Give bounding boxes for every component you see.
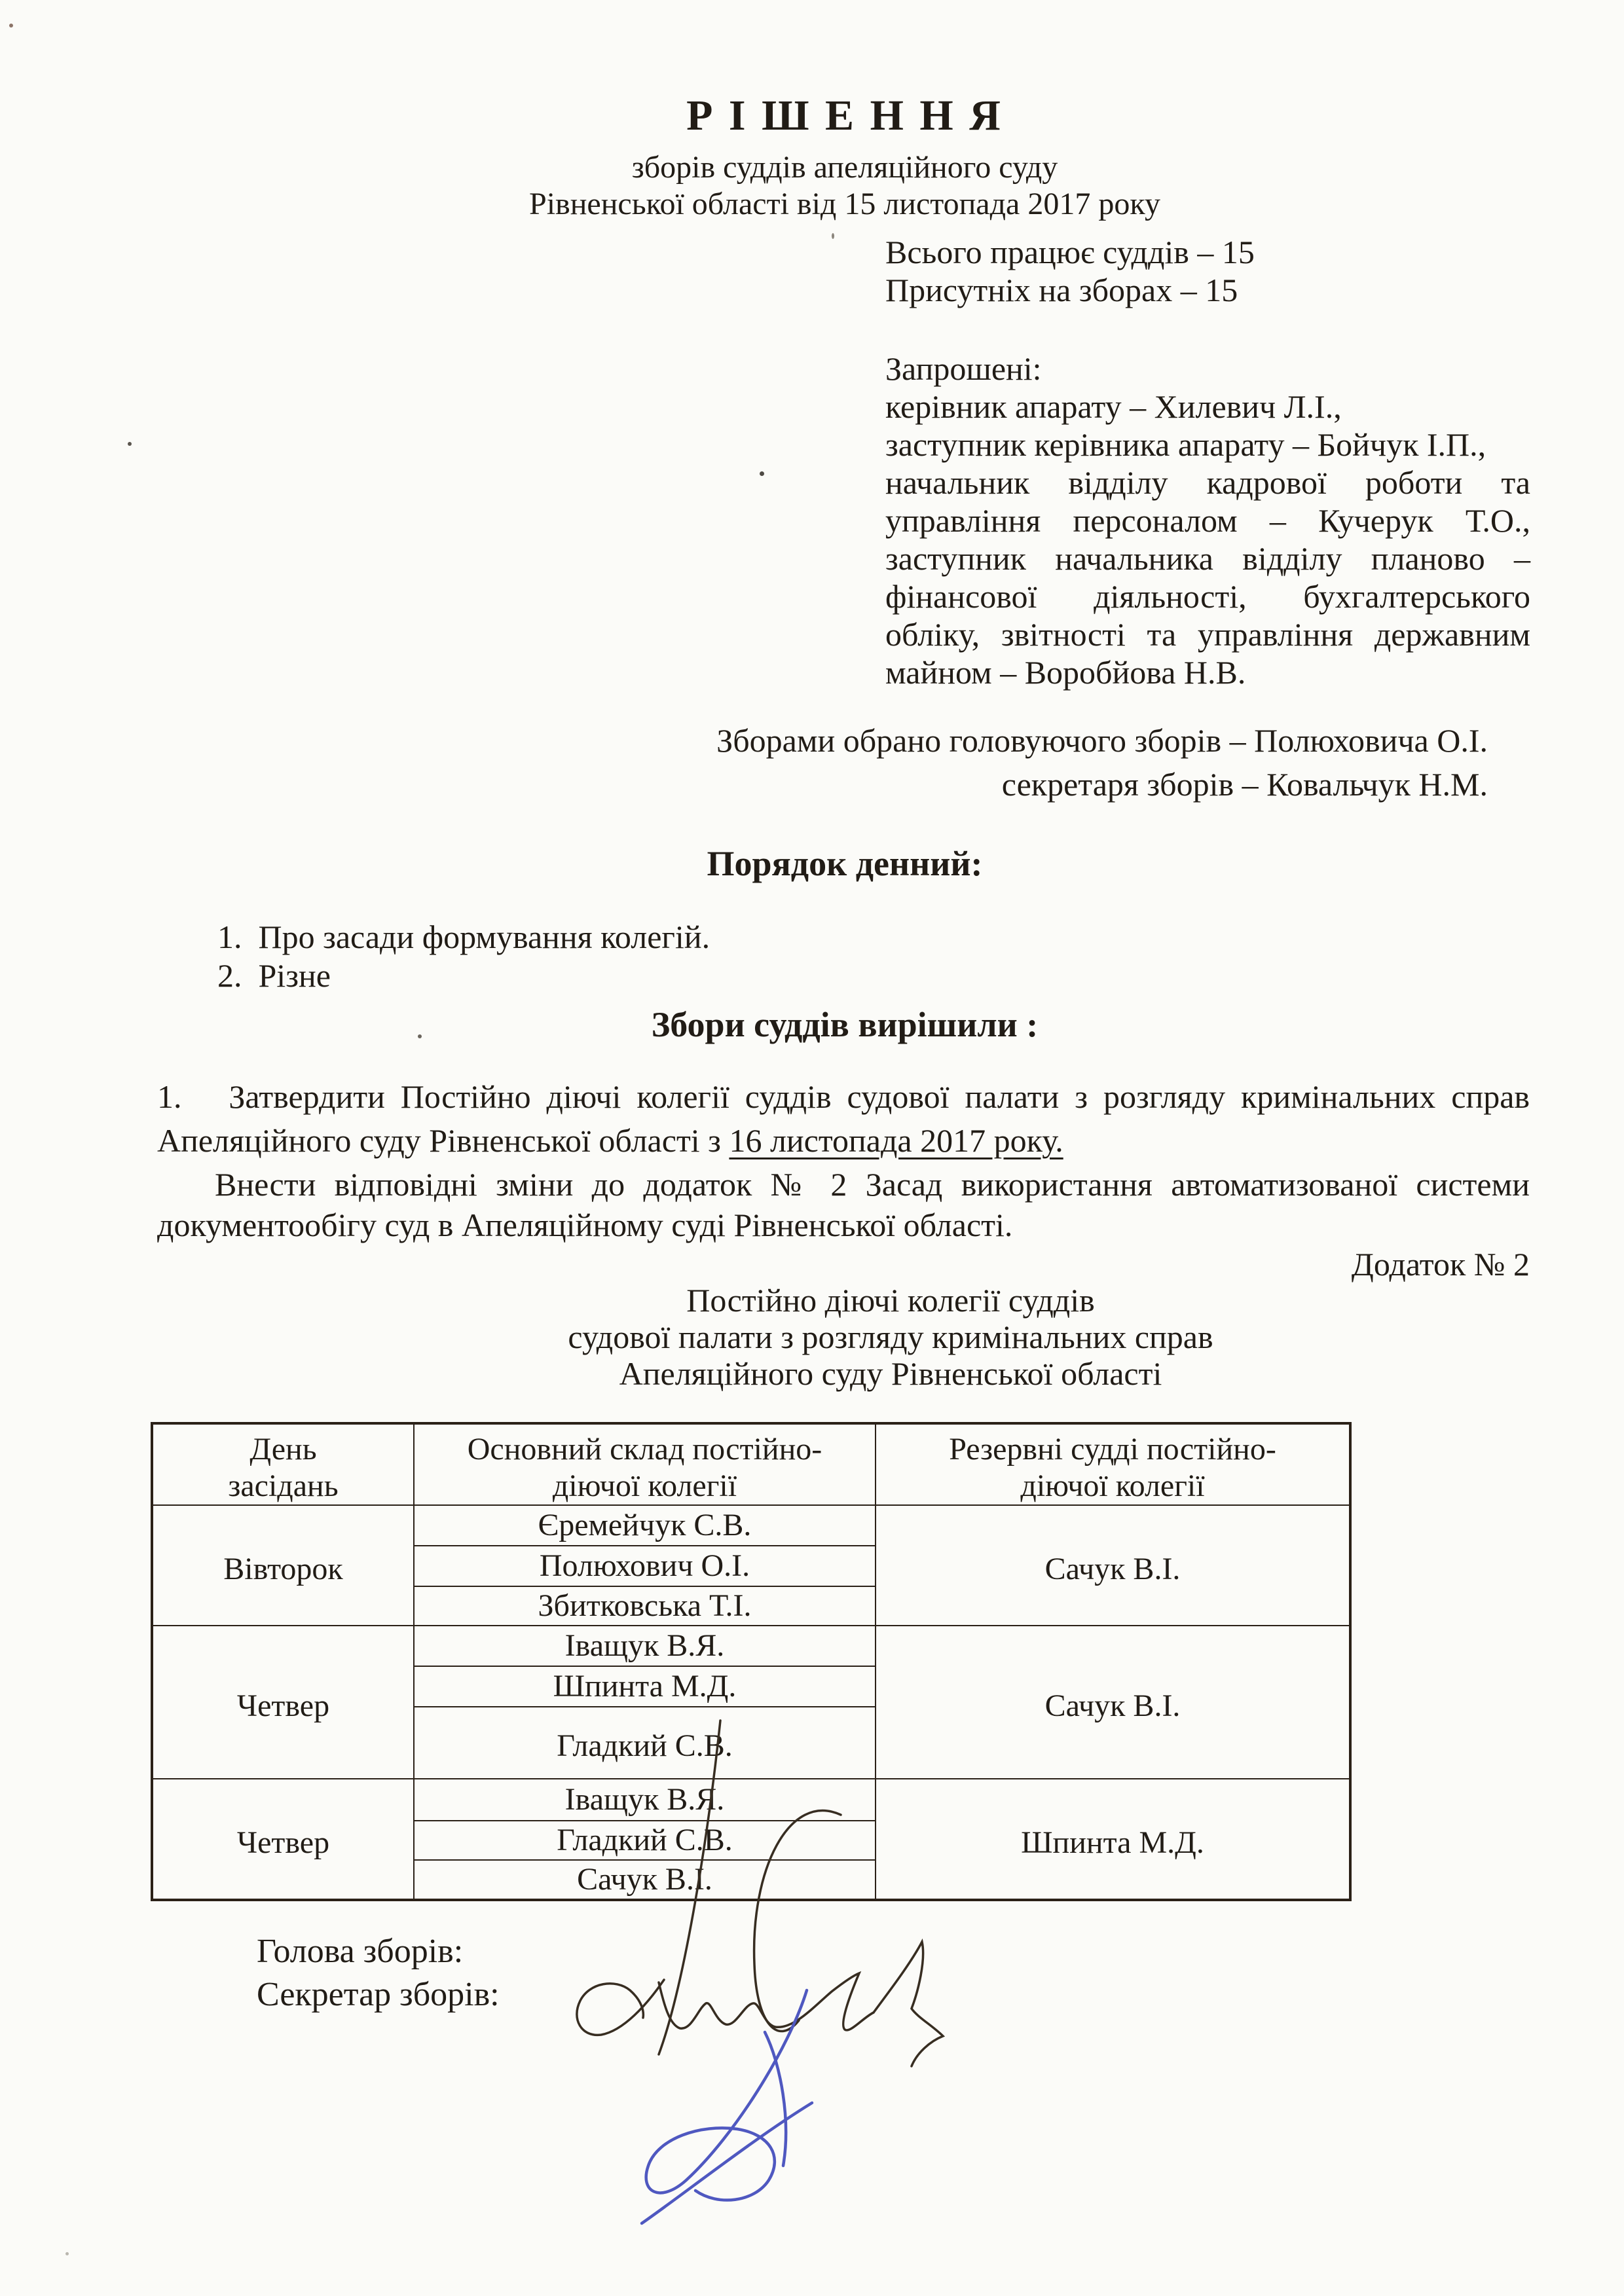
document-header — [157, 90, 1532, 223]
attendance-block — [885, 233, 1530, 691]
resolved-heading: Збори суддів вирішили : — [651, 1005, 1039, 1044]
judge-cell: Гладкий С.В. — [414, 1821, 876, 1860]
table-header-row — [152, 1423, 1350, 1505]
invited-person-1: керівник апарату – Хилевич Л.І., — [885, 388, 1342, 425]
invited-par-line: обліку, звітності та управління державним — [885, 616, 1530, 653]
document-subtitle-line2: Рівненської області від 15 листопада 2017 року — [529, 187, 1160, 221]
spacer — [885, 309, 1530, 350]
resolution-paragraph-1 — [157, 1075, 1530, 1163]
addendum-label: Додаток № 2 — [1351, 1246, 1530, 1283]
scan-speck — [9, 24, 13, 27]
secretary-signature-label: Секретар зборів: — [257, 1976, 500, 2013]
reserve-judge-cell: Сачук В.І. — [876, 1626, 1350, 1779]
day-cell: Вівторок — [152, 1505, 414, 1626]
agenda-heading: Порядок денний: — [707, 844, 983, 883]
appendix-heading-line1: Постійно діючі колегії суддів — [686, 1282, 1095, 1319]
resolution-p2-line2: документообігу суд в Апеляційному суді Рівненської області. — [157, 1207, 1013, 1243]
effective-date-underlined: 16 листопада 2017 року. — [729, 1122, 1063, 1159]
secretary-signature-ink — [642, 1990, 812, 2223]
document-title: Р І Ш Е Н Н Я — [686, 92, 1003, 139]
scan-speck — [832, 233, 834, 239]
table-row — [152, 1779, 1350, 1821]
reserve-judge-cell: Шпинта М.Д. — [876, 1779, 1350, 1900]
chair-signature-label: Голова зборів: — [257, 1933, 464, 1970]
appendix-heading-line3: Апеляційного суду Рівненської області — [619, 1355, 1162, 1392]
agenda-item-1: 1. Про засади формування колегій. — [217, 919, 710, 955]
scan-speck — [760, 471, 764, 476]
table-row — [152, 1626, 1350, 1666]
judges-total-line: Всього працює суддів – 15 — [885, 234, 1255, 270]
invited-par-line: заступник начальника відділу планово – — [885, 540, 1530, 577]
invited-label: Запрошені: — [885, 350, 1042, 387]
judge-cell: Полюхович О.І. — [414, 1546, 876, 1586]
invited-par-line: фінансової діяльності, бухгалтерського — [885, 578, 1530, 615]
scan-speck — [128, 442, 132, 446]
invited-par-line: начальник відділу кадрової роботи та — [885, 464, 1530, 501]
col-header-main: Основний склад постійно-діючої колегії — [414, 1423, 876, 1505]
judge-cell: Шпинта М.Д. — [414, 1666, 876, 1707]
agenda-list — [217, 918, 710, 995]
invited-person-2: заступник керівника апарату – Бойчук І.П., — [885, 426, 1486, 463]
reserve-judge-cell: Сачук В.І. — [876, 1505, 1350, 1626]
signature-labels — [257, 1930, 500, 2016]
day-cell: Четвер — [152, 1779, 414, 1900]
scan-speck — [65, 2252, 69, 2255]
appendix-heading — [203, 1282, 1578, 1392]
judge-cell: Збитковська Т.І. — [414, 1586, 876, 1626]
resolution-p1-line2-prefix: Апеляційного суду Рівненської області з — [157, 1122, 729, 1159]
invited-par-line: управління персоналом – Кучерук Т.О., — [885, 502, 1530, 539]
resolution-paragraph-2 — [157, 1164, 1530, 1245]
elected-secretary-line: секретаря зборів – Ковальчук Н.М. — [1001, 766, 1488, 803]
invited-par-line: майном – Воробйова Н.В. — [885, 654, 1246, 691]
resolution-p1-line2 — [157, 1119, 1530, 1163]
day-cell: Четвер — [152, 1626, 414, 1779]
resolution-p1-line1: 1. Затвердити Постійно діючі колегії суддів судової палати з розгляду кримінальних справ — [157, 1078, 1530, 1115]
table-row — [152, 1505, 1350, 1546]
appendix-heading-line2: судової палати з розгляду кримінальних справ — [568, 1319, 1213, 1355]
document-subtitle-line1: зборів суддів апеляційного суду — [631, 150, 1058, 185]
scan-speck — [418, 1034, 422, 1038]
agenda-item-2: 2. Різне — [217, 957, 331, 994]
resolution-p2-line1: Внести відповідні зміни до додаток № 2 Засад використання автоматизованої системи — [215, 1166, 1530, 1203]
judge-cell: Сачук В.І. — [414, 1860, 876, 1900]
elected-chair-line: Зборами обрано головуючого зборів – Полюховича О.І. — [716, 722, 1488, 759]
judge-cell: Іващук В.Я. — [414, 1626, 876, 1666]
judge-cell: Гладкий С.В. — [414, 1707, 876, 1779]
col-header-reserve: Резервні судді постійно-діючої колегії — [876, 1423, 1350, 1505]
col-header-day: День засідань — [152, 1423, 414, 1505]
colegia-table — [151, 1422, 1352, 1901]
judge-cell: Єремейчук С.В. — [414, 1505, 876, 1546]
elected-block — [655, 719, 1488, 807]
judges-present-line: Присутніх на зборах – 15 — [885, 272, 1238, 308]
judge-cell: Іващук В.Я. — [414, 1779, 876, 1821]
